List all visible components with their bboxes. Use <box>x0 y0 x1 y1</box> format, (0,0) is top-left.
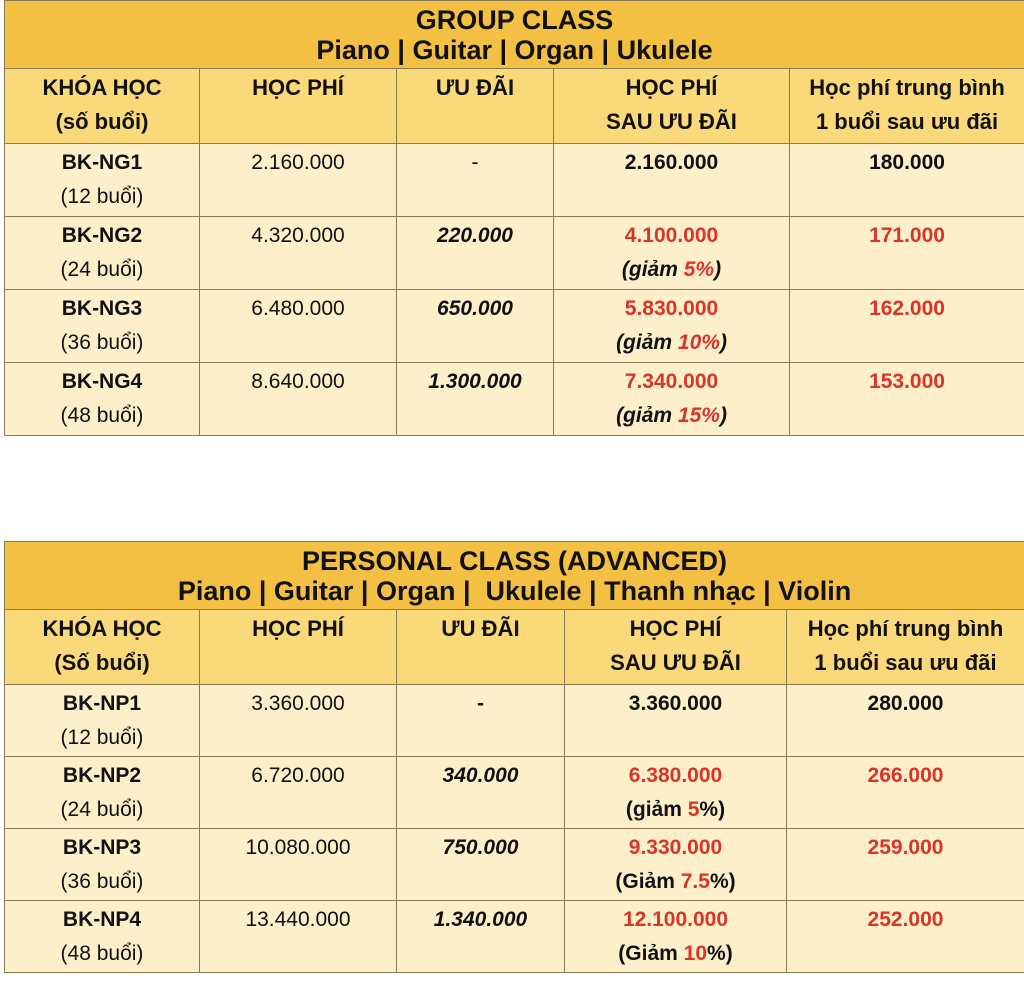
average-cell: 171.000 <box>790 217 1024 290</box>
discount-cell: 220.000 <box>397 217 554 290</box>
fee-cell: 8.640.000 <box>200 363 397 436</box>
fee-cell: 6.720.000 <box>200 757 397 829</box>
after-cell: 2.160.000 <box>554 144 790 217</box>
personal-class-subtitle: Piano | Guitar | Organ | Ukulele | Thanh nhạc | Violin <box>177 576 852 606</box>
fee-cell: 2.160.000 <box>200 144 397 217</box>
after-cell: 7.340.000 (giảm 15%) <box>554 363 790 436</box>
discount-cell: - <box>397 685 565 757</box>
after-cell: 6.380.000 (giảm 5%) <box>565 757 787 829</box>
table-row <box>5 144 1024 217</box>
course-cell: BK-NG1 (12 buổi) <box>5 144 200 217</box>
personal-header-row <box>5 610 1024 685</box>
group-class-banner <box>5 1 1024 69</box>
discount-cell: 750.000 <box>397 829 565 901</box>
header-course: KHÓA HỌC (số buổi) <box>5 69 200 144</box>
header-after-discount: HỌC PHÍ SAU ƯU ĐÃI <box>565 610 787 685</box>
personal-class-table <box>4 541 1024 973</box>
header-course: KHÓA HỌC (Số buổi) <box>5 610 200 685</box>
group-class-table <box>4 0 1024 436</box>
header-discount: ƯU ĐÃI <box>397 69 554 144</box>
table-row <box>5 901 1024 973</box>
header-average: Học phí trung bình 1 buổi sau ưu đãi <box>790 69 1024 144</box>
course-cell: BK-NP2 (24 buổi) <box>5 757 200 829</box>
table-row <box>5 685 1024 757</box>
fee-cell: 10.080.000 <box>200 829 397 901</box>
header-average: Học phí trung bình 1 buổi sau ưu đãi <box>787 610 1024 685</box>
course-cell: BK-NG4 (48 buổi) <box>5 363 200 436</box>
course-cell: BK-NP4 (48 buổi) <box>5 901 200 973</box>
course-cell: BK-NG3 (36 buổi) <box>5 290 200 363</box>
average-cell: 266.000 <box>787 757 1024 829</box>
fee-cell: 3.360.000 <box>200 685 397 757</box>
header-discount: ƯU ĐÃI <box>397 610 565 685</box>
discount-cell: 650.000 <box>397 290 554 363</box>
course-cell: BK-NG2 (24 buổi) <box>5 217 200 290</box>
after-cell: 4.100.000 (giảm 5%) <box>554 217 790 290</box>
group-header-row <box>5 69 1024 144</box>
fee-cell: 6.480.000 <box>200 290 397 363</box>
table-row <box>5 363 1024 436</box>
average-cell: 252.000 <box>787 901 1024 973</box>
discount-cell: 1.300.000 <box>397 363 554 436</box>
average-cell: 280.000 <box>787 685 1024 757</box>
header-fee: HỌC PHÍ <box>200 69 397 144</box>
discount-cell: 1.340.000 <box>397 901 565 973</box>
header-after-discount: HỌC PHÍ SAU ƯU ĐÃI <box>554 69 790 144</box>
average-cell: 180.000 <box>790 144 1024 217</box>
personal-class-banner <box>5 542 1024 610</box>
group-class-subtitle: Piano | Guitar | Organ | Ukulele <box>316 35 713 65</box>
header-fee: HỌC PHÍ <box>200 610 397 685</box>
average-cell: 153.000 <box>790 363 1024 436</box>
discount-cell: - <box>397 144 554 217</box>
fee-cell: 4.320.000 <box>200 217 397 290</box>
after-cell: 9.330.000 (Giảm 7.5%) <box>565 829 787 901</box>
fee-cell: 13.440.000 <box>200 901 397 973</box>
table-row <box>5 217 1024 290</box>
table-row <box>5 757 1024 829</box>
table-row <box>5 290 1024 363</box>
course-cell: BK-NP3 (36 buổi) <box>5 829 200 901</box>
after-cell: 3.360.000 <box>565 685 787 757</box>
personal-class-title: PERSONAL CLASS (ADVANCED) <box>301 546 728 576</box>
average-cell: 259.000 <box>787 829 1024 901</box>
group-class-title: GROUP CLASS <box>415 5 614 35</box>
table-row <box>5 829 1024 901</box>
discount-cell: 340.000 <box>397 757 565 829</box>
course-cell: BK-NP1 (12 buổi) <box>5 685 200 757</box>
after-cell: 12.100.000 (Giảm 10%) <box>565 901 787 973</box>
after-cell: 5.830.000 (giảm 10%) <box>554 290 790 363</box>
average-cell: 162.000 <box>790 290 1024 363</box>
